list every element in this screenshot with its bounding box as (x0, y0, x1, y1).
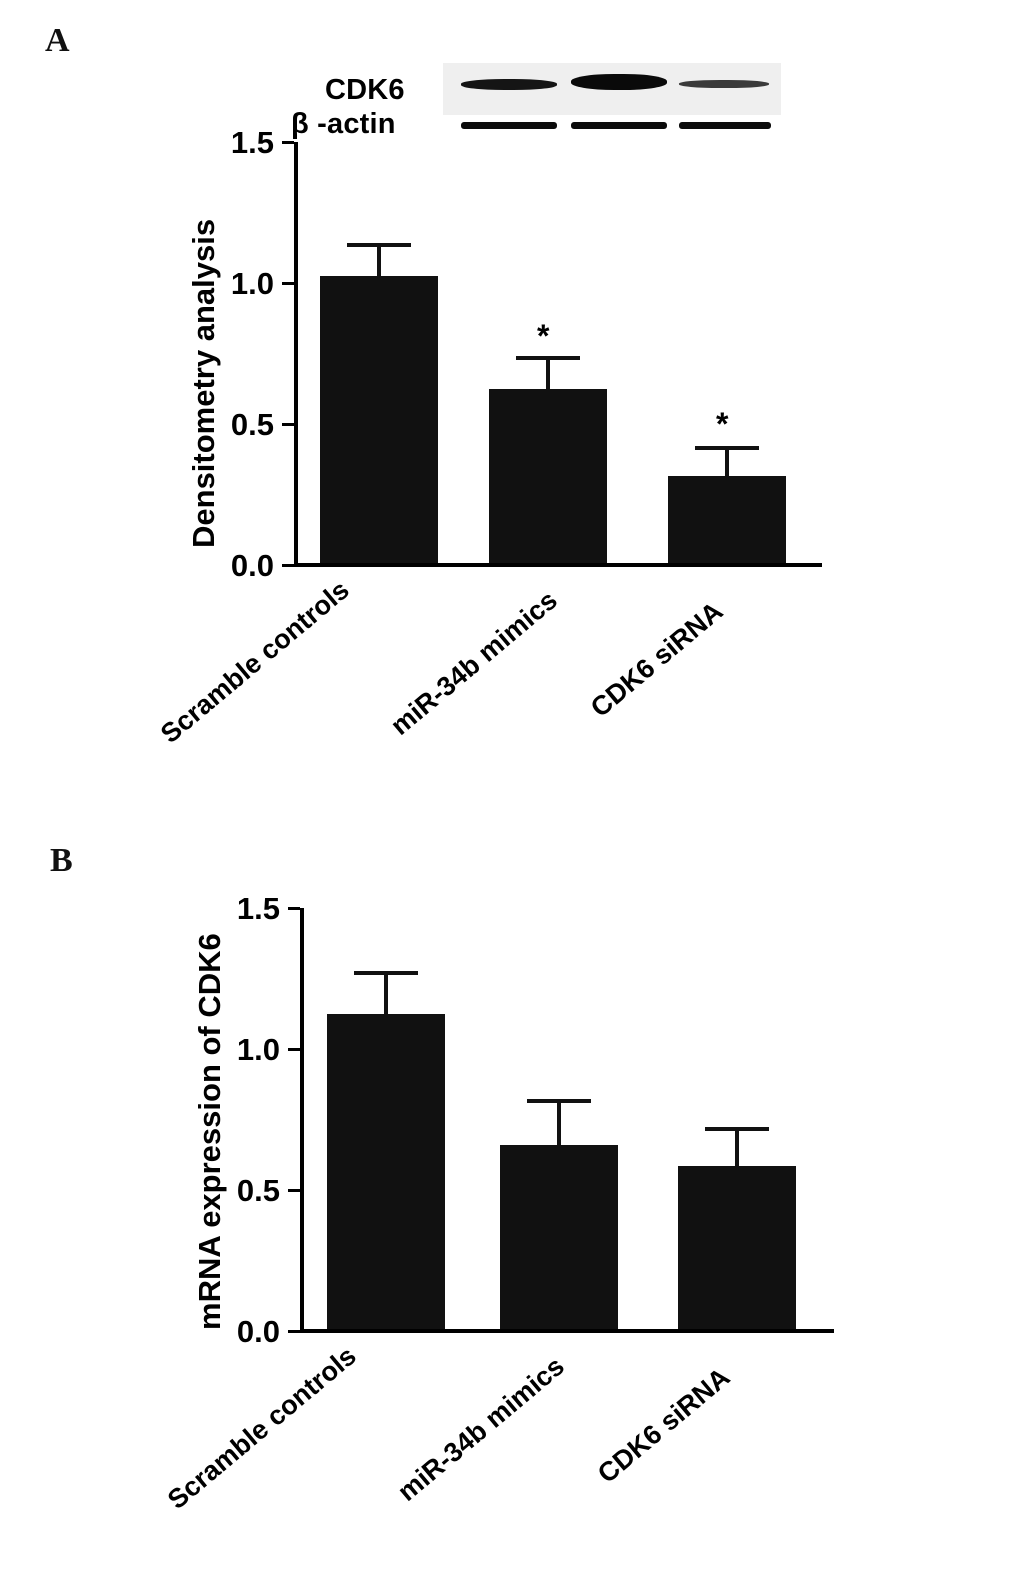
x-tick-label-b-1: miR-34b mimics (392, 1350, 570, 1507)
errorbar-b-mir-34b-mimics (557, 1101, 561, 1145)
x-axis-b (300, 1329, 834, 1333)
y-tick-a-2 (282, 282, 294, 285)
x-tick-label-a-2: CDK6 siRNA (585, 595, 729, 723)
y-tick-a-0 (282, 564, 294, 567)
errorbar-b-cdk6-sirna (735, 1129, 739, 1166)
bar-a-scramble-controls (320, 276, 438, 563)
y-axis-label-a: Densitometry analysis (186, 218, 221, 548)
errorbar-cap-b-mir-34b-mimics (527, 1099, 591, 1103)
bar-b-cdk6-sirna (678, 1166, 796, 1329)
bar-a-mir-34b-mimics (489, 389, 607, 563)
blot-row-label-cdk6: CDK6 (325, 74, 405, 106)
panel-a-letter: A (45, 22, 70, 59)
errorbar-cap-a-cdk6-sirna (695, 446, 759, 450)
chart-b (0, 830, 1033, 1587)
y-tick-b-3 (288, 907, 300, 910)
y-tick-label-b-3: 1.5 (236, 891, 280, 926)
x-axis-a (294, 563, 822, 567)
bar-b-scramble-controls (327, 1014, 445, 1329)
errorbar-cap-b-cdk6-sirna (705, 1127, 769, 1131)
errorbar-cap-b-scramble-controls (354, 971, 418, 975)
y-tick-label-a-3: 1.5 (230, 125, 274, 160)
y-tick-label-a-1: 0.5 (230, 407, 274, 442)
x-tick-label-a-1: miR-34b mimics (385, 584, 563, 741)
errorbar-a-scramble-controls (377, 245, 381, 276)
errorbar-a-cdk6-sirna (725, 448, 729, 476)
y-tick-a-1 (282, 423, 294, 426)
errorbar-cap-a-scramble-controls (347, 243, 411, 247)
bar-b-mir-34b-mimics (500, 1145, 618, 1329)
bar-a-cdk6-sirna (668, 476, 786, 563)
errorbar-b-scramble-controls (384, 973, 388, 1014)
y-tick-b-1 (288, 1189, 300, 1192)
panel-b (0, 830, 1033, 1587)
x-tick-label-b-0: Scramble controls (162, 1340, 362, 1515)
y-tick-b-2 (288, 1048, 300, 1051)
significance-star-a-cdk6-sirna: * (716, 406, 729, 442)
errorbar-cap-a-mir-34b-mimics (516, 356, 580, 360)
y-axis-a (294, 142, 298, 566)
y-tick-label-b-1: 0.5 (236, 1173, 280, 1208)
blot-row-label-beta-actin: β -actin (291, 108, 396, 140)
x-tick-label-b-2: CDK6 siRNA (592, 1361, 736, 1489)
y-axis-label-b: mRNA expression of CDK6 (192, 933, 227, 1330)
errorbar-a-mir-34b-mimics (546, 358, 550, 389)
y-tick-label-a-2: 1.0 (230, 266, 274, 301)
x-tick-label-a-0: Scramble controls (155, 574, 355, 749)
y-tick-label-a-0: 0.0 (230, 548, 274, 583)
y-tick-b-0 (288, 1330, 300, 1333)
y-tick-label-b-0: 0.0 (236, 1314, 280, 1349)
y-axis-b (300, 908, 304, 1332)
panel-b-letter: B (50, 842, 73, 879)
significance-star-a-mir-34b-mimics: * (537, 318, 550, 354)
y-tick-a-3 (282, 141, 294, 144)
y-tick-label-b-2: 1.0 (236, 1032, 280, 1067)
